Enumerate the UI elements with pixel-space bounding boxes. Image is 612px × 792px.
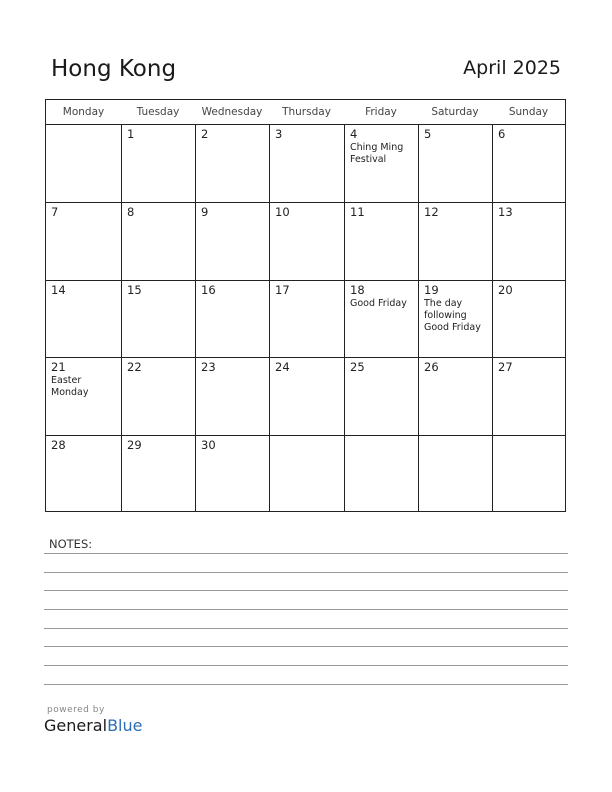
day-cell	[344, 358, 418, 434]
day-cell	[121, 281, 195, 357]
holiday-label: The day following Good Friday	[424, 297, 481, 333]
weekday-header: Sunday	[508, 106, 549, 118]
weekday-header: Friday	[365, 106, 397, 118]
weekday-header: Wednesday	[201, 106, 263, 118]
day-cell	[492, 358, 565, 434]
day-cell	[195, 281, 269, 357]
day-cell	[269, 358, 344, 434]
day-number: 7	[51, 205, 59, 220]
note-line	[44, 609, 568, 610]
day-cell	[344, 281, 418, 357]
brand-name-blue: Blue	[107, 716, 143, 735]
note-line	[44, 684, 568, 685]
day-number: 13	[498, 205, 513, 220]
day-cell	[418, 281, 492, 357]
month-year-title: April 2025	[463, 57, 561, 79]
day-number: 25	[350, 360, 365, 375]
day-cell	[269, 125, 344, 202]
day-cell	[195, 125, 269, 202]
brand-name-general: General	[44, 716, 108, 735]
brand-logo	[44, 716, 142, 735]
day-number: 28	[51, 437, 66, 452]
day-cell	[492, 436, 565, 512]
day-cell	[492, 203, 565, 279]
weekday-header: Saturday	[431, 106, 479, 118]
day-number: 4	[350, 127, 358, 141]
day-number: 19	[424, 282, 439, 297]
day-cell	[195, 203, 269, 279]
holiday-label: Easter Monday	[51, 375, 89, 399]
day-number: 20	[498, 282, 513, 297]
day-cell	[492, 125, 565, 202]
day-number: 18	[350, 282, 365, 297]
country-title: Hong Kong	[51, 56, 177, 82]
day-number: 6	[498, 127, 506, 141]
calendar-week-row	[46, 202, 565, 279]
weekday-header: Thursday	[282, 106, 331, 118]
day-cell	[46, 281, 121, 357]
note-line	[44, 665, 568, 666]
day-cell	[492, 281, 565, 357]
day-cell	[269, 436, 344, 512]
day-cell	[195, 436, 269, 512]
weekday-header: Tuesday	[136, 106, 180, 118]
day-cell	[418, 203, 492, 279]
day-cell	[344, 203, 418, 279]
calendar-week-row	[46, 280, 565, 357]
day-number: 22	[127, 360, 142, 375]
day-number: 3	[275, 127, 283, 141]
day-number: 10	[275, 205, 290, 220]
day-number: 1	[127, 127, 135, 141]
day-cell	[269, 203, 344, 279]
day-cell	[344, 125, 418, 202]
holiday-label: Good Friday	[350, 297, 407, 309]
day-number: 2	[201, 127, 209, 141]
day-cell	[418, 358, 492, 434]
calendar-weeks	[46, 125, 565, 512]
day-cell	[195, 358, 269, 434]
notes-label: NOTES:	[49, 537, 93, 551]
day-number: 16	[201, 282, 216, 297]
day-number: 21	[51, 360, 66, 375]
day-number: 23	[201, 360, 216, 375]
day-number: 26	[424, 360, 439, 375]
day-cell	[46, 125, 121, 202]
powered-by-text: powered by	[47, 705, 105, 715]
day-cell	[344, 436, 418, 512]
day-cell	[418, 125, 492, 202]
day-number: 9	[201, 205, 209, 220]
day-cell	[121, 358, 195, 434]
day-number: 11	[350, 205, 365, 220]
day-number: 24	[275, 360, 290, 375]
day-cell	[46, 203, 121, 279]
weekday-header: Monday	[62, 106, 105, 118]
day-number: 12	[424, 205, 439, 220]
calendar-grid	[45, 99, 566, 512]
note-line	[44, 572, 568, 573]
holiday-label: Ching Ming Festival	[350, 142, 404, 165]
weekday-header-row	[46, 100, 565, 125]
day-number: 27	[498, 360, 513, 375]
day-cell	[46, 436, 121, 512]
day-number: 29	[127, 437, 142, 452]
calendar-week-row	[46, 357, 565, 434]
day-cell	[269, 281, 344, 357]
note-line	[44, 553, 568, 554]
note-line	[44, 590, 568, 591]
day-number: 17	[275, 282, 290, 297]
day-number: 15	[127, 282, 142, 297]
note-line	[44, 628, 568, 629]
note-line	[44, 646, 568, 647]
day-number: 8	[127, 205, 135, 220]
calendar-week-row	[46, 125, 565, 202]
day-cell	[46, 358, 121, 434]
day-cell	[121, 436, 195, 512]
day-cell	[121, 203, 195, 279]
day-number: 30	[201, 437, 216, 452]
day-cell	[418, 436, 492, 512]
day-cell	[121, 125, 195, 202]
day-number: 14	[51, 282, 66, 297]
calendar-week-row	[46, 435, 565, 512]
day-number: 5	[424, 127, 432, 141]
